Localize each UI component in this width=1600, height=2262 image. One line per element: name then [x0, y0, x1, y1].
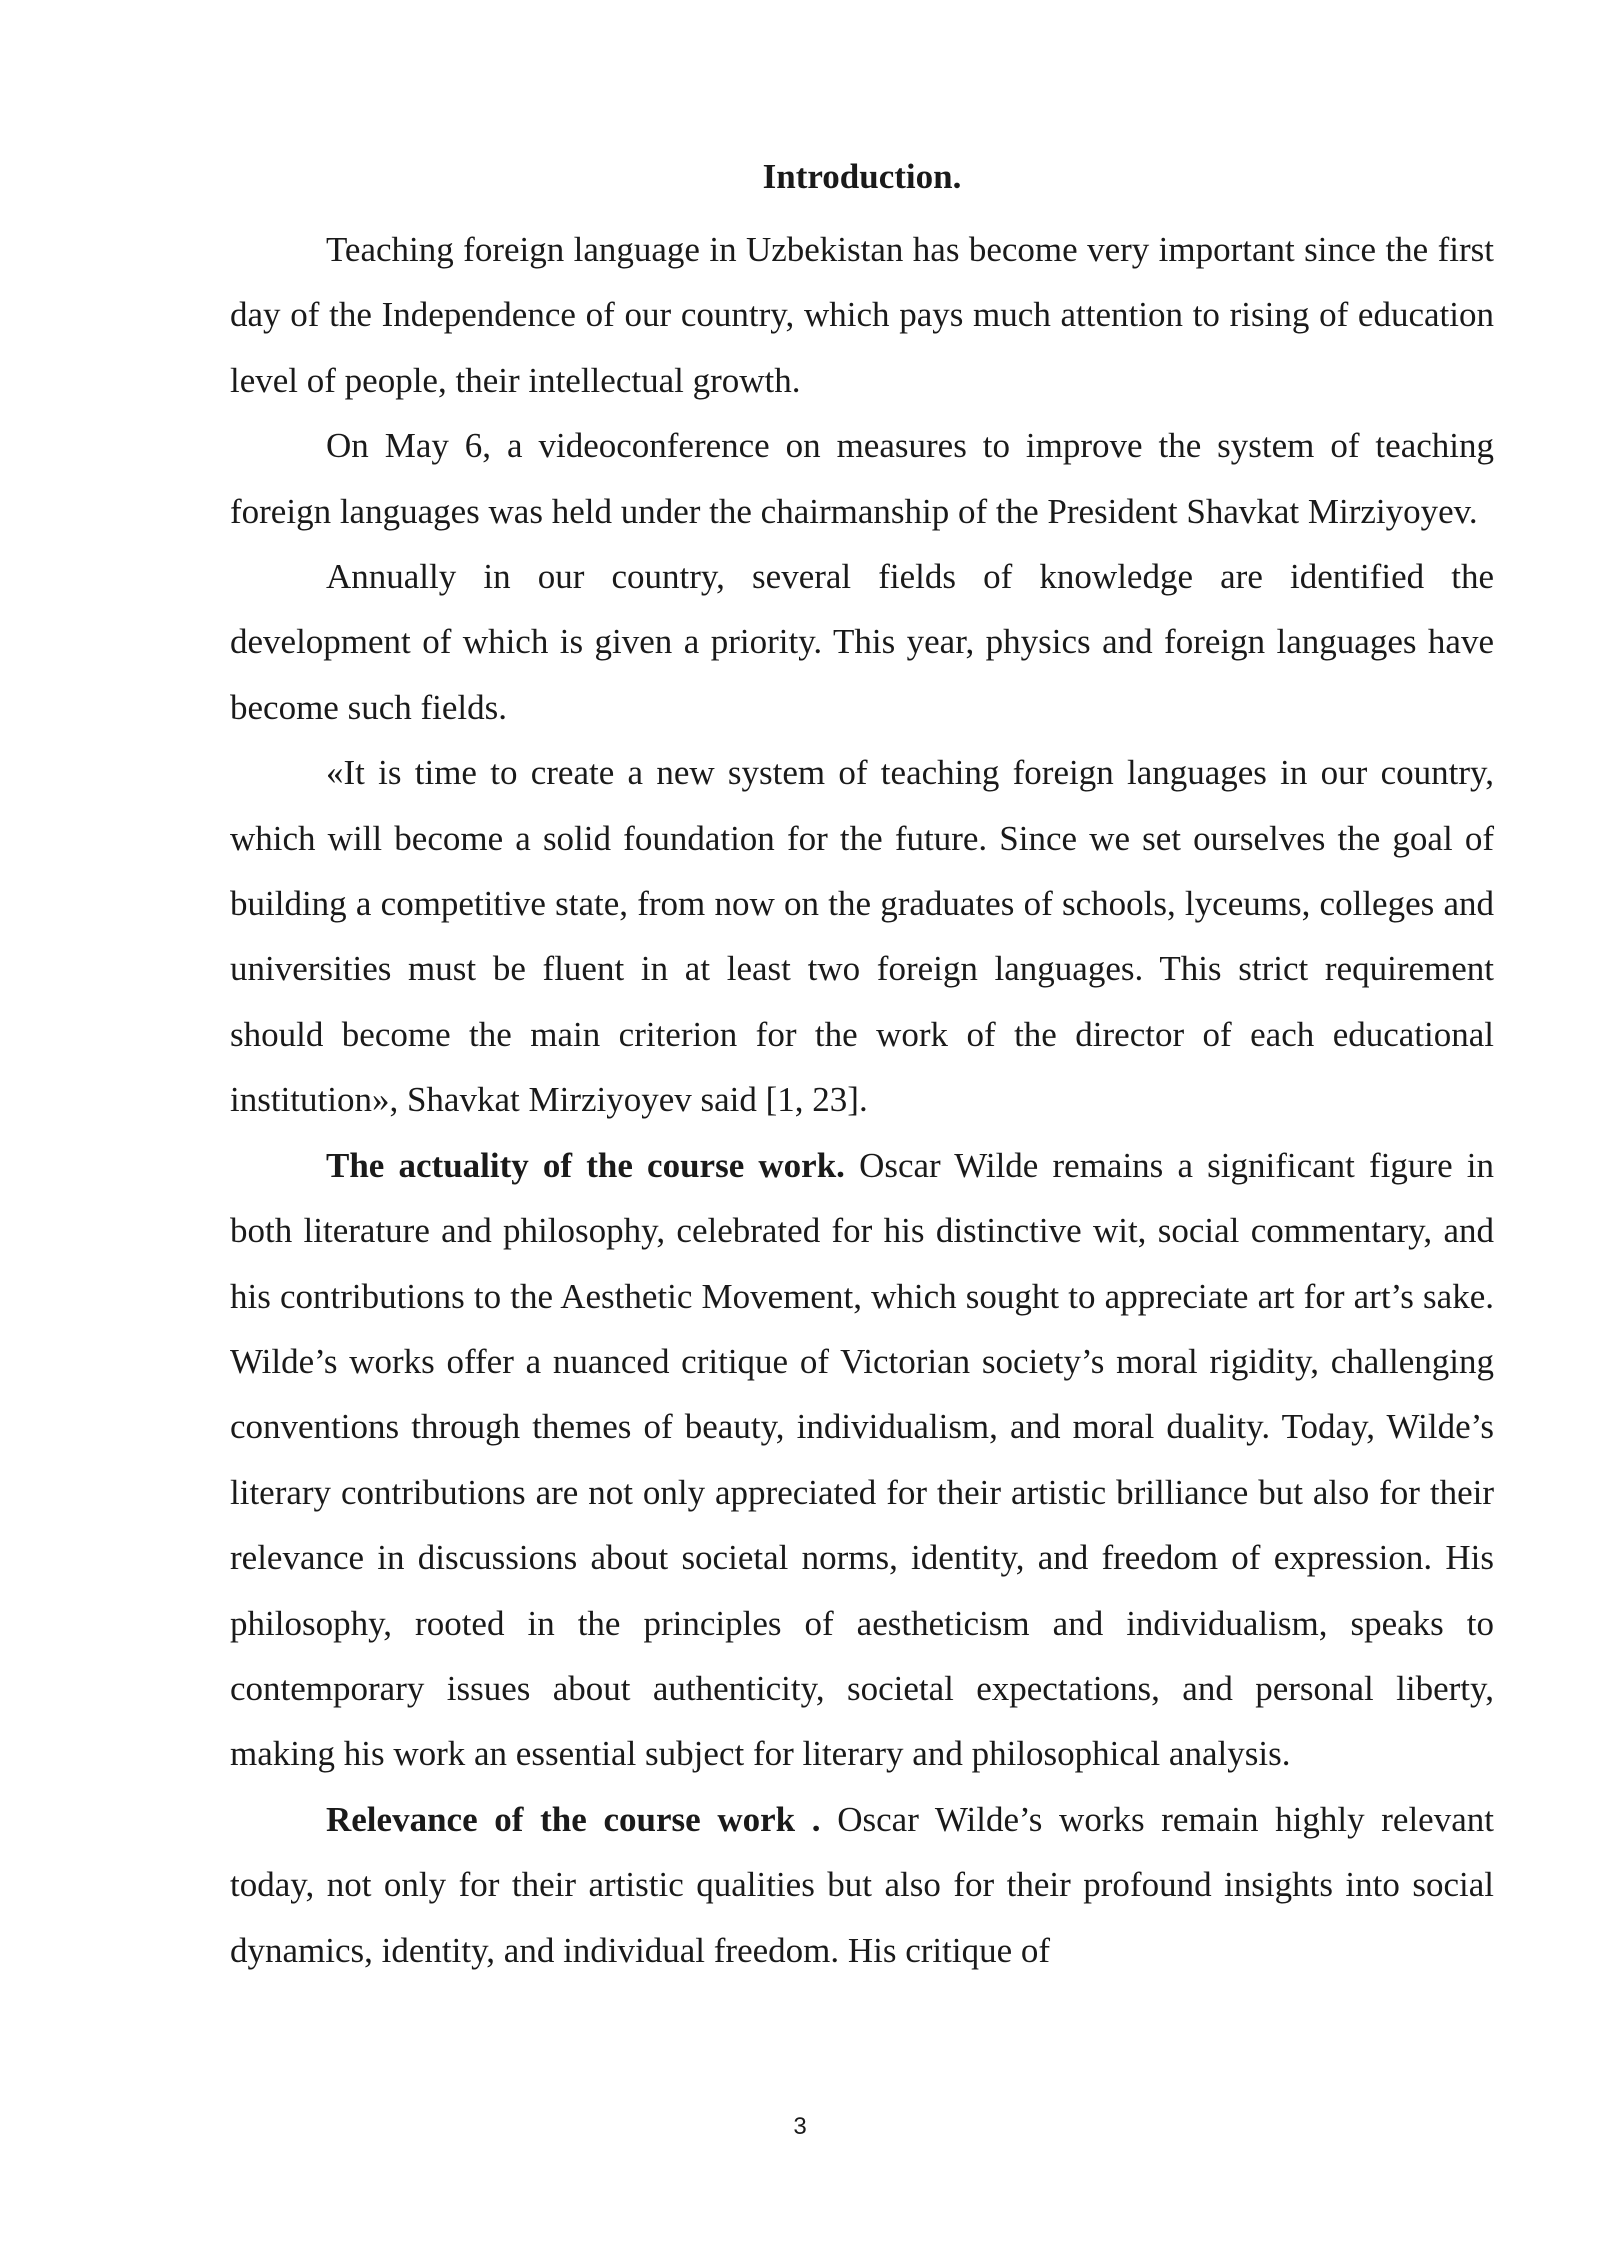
paragraph-4-text: «It is time to create a new system of teaching foreign languages in our country, which will become a solid foundation for the future. Since we set ourselves the goal of building a competitive state, from now on the graduates of schools, lyceums, colleges and universities must be fluent in at least two foreign languages. This strict requirement should become the main criterion for the work of the director of each educational institution», Shavkat Mirziyoyev said [1, 23]. [230, 753, 1494, 1120]
paragraph-4-quote [230, 740, 1494, 1132]
relevance-text: Oscar Wilde’s works remain highly relevant today, not only for their artistic qualities but also for their profound insights into social dynamics, identity, and individual freedom. His critique of [230, 1799, 1494, 1970]
page-number: 3 [793, 2113, 807, 2140]
section-heading: Introduction. [762, 157, 962, 196]
paragraph-3 [230, 544, 1494, 740]
actuality-lead: The actuality of the course work. [326, 1145, 845, 1185]
paragraph-2 [230, 413, 1494, 544]
paragraph-2-text: On May 6, a videoconference on measures to improve the system of teaching foreign languages was held under the chairmanship of the President Shavkat Mirziyoyev. [230, 426, 1494, 531]
actuality-text: Oscar Wilde remains a significant figure in both literature and philosophy, celebrated for his distinctive wit, social commentary, and his contributions to the Aesthetic Movement, which sought to appreciate art for art’s sake. Wilde’s works offer a nuanced critique of Victorian society’s moral rigidity, challenging conventions through themes of beauty, individualism, and moral duality. Today, Wilde’s literary contributions are not only appreciated for their artistic brilliance but also for their relevance in discussions about societal norms, identity, and freedom of expression. His philosophy, rooted in the principles of aestheticism and individualism, speaks to contemporary issues about authenticity, societal expectations, and personal liberty, making his work an essential subject for literary and philosophical analysis. [230, 1145, 1494, 1774]
relevance-lead: Relevance of the course work . [326, 1799, 821, 1839]
paragraph-1-text: Teaching foreign language in Uzbekistan has become very important since the first day of the Independence of our country, which pays much attention to rising of education level of people, their intellectual growth. [230, 230, 1494, 400]
paragraph-3-text: Annually in our country, several fields of knowledge are identified the development of which is given a priority. This year, physics and foreign languages have become such fields. [230, 557, 1494, 727]
paragraph-actuality [230, 1133, 1494, 1787]
page-content [230, 152, 1494, 1983]
paragraph-relevance [230, 1787, 1494, 1983]
paragraph-1 [230, 217, 1494, 413]
